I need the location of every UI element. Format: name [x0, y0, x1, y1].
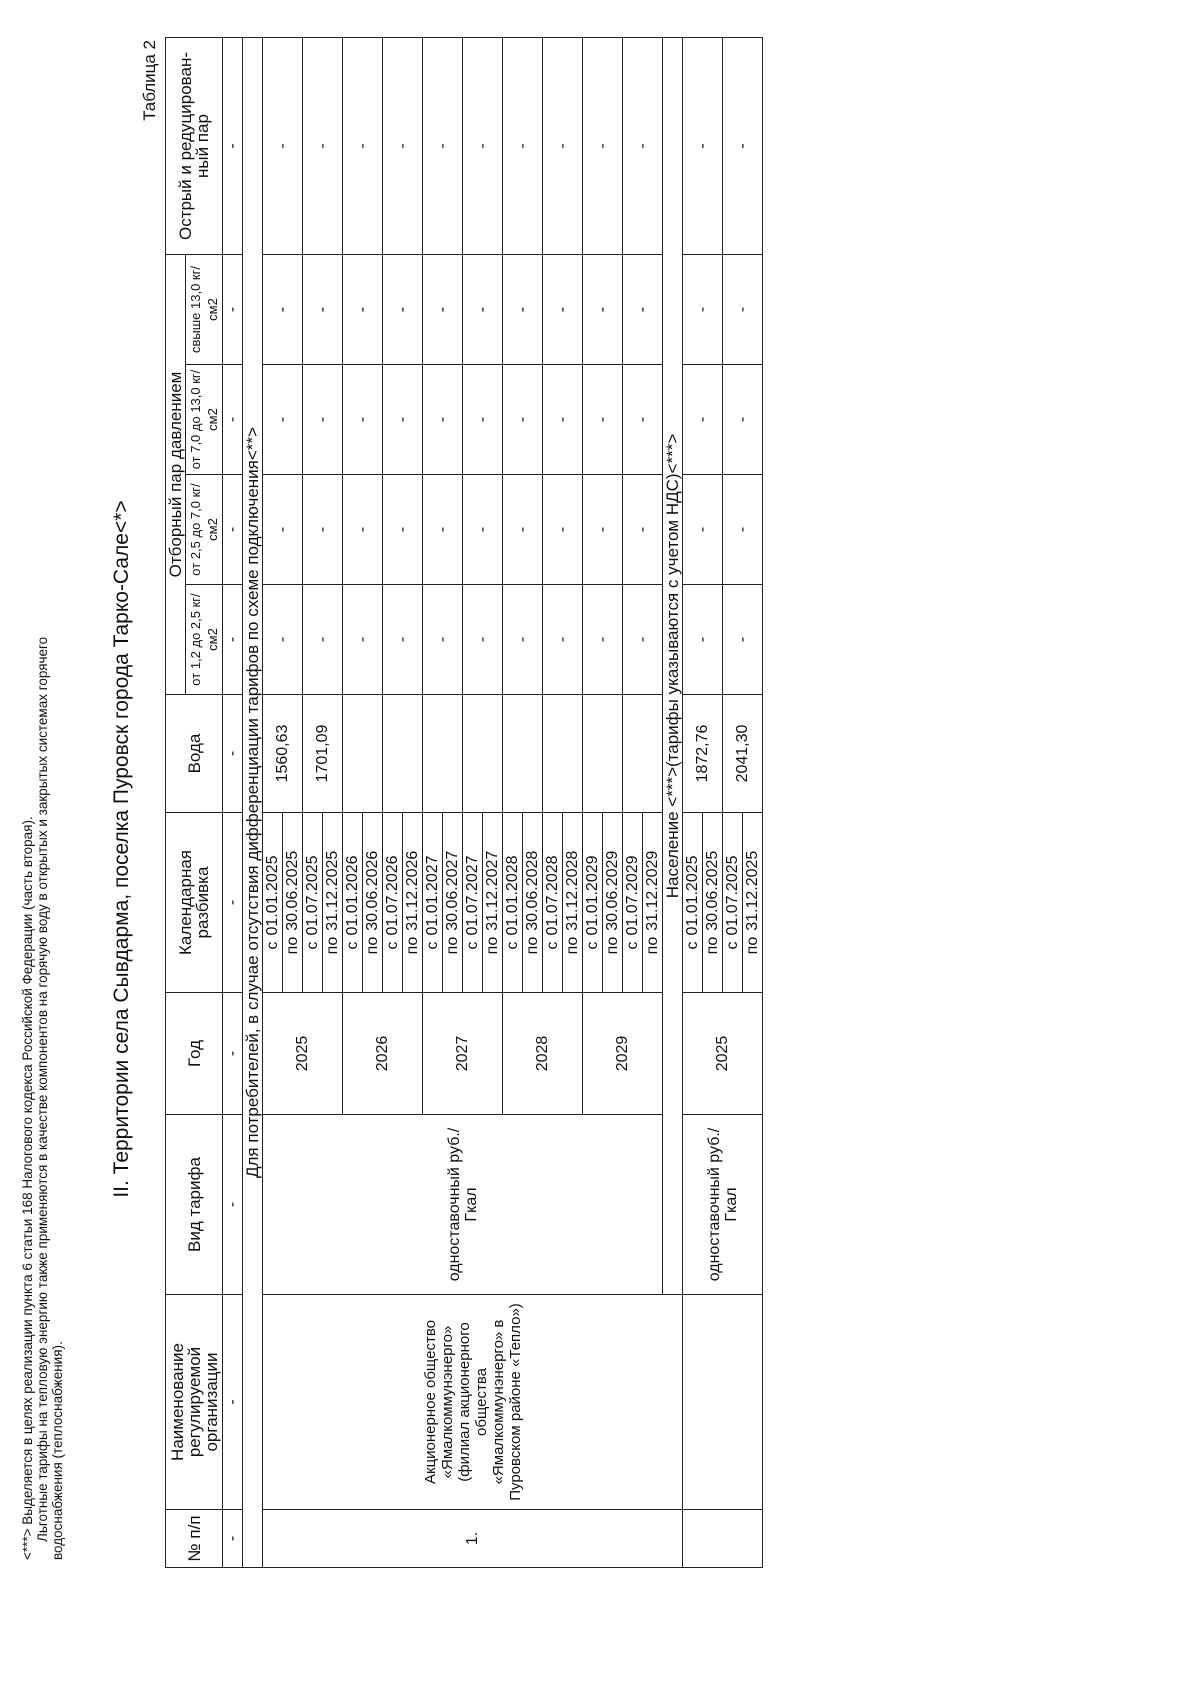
period-prefix: по [484, 936, 501, 955]
period-prefix: с [724, 941, 741, 950]
org-name-empty [683, 1295, 763, 1510]
dash-cell: - [343, 475, 383, 585]
dash-cell: - [223, 585, 243, 695]
period-date: 01.01.2025 [684, 855, 701, 936]
period-cell [603, 813, 623, 993]
water-value: 1560,63 [263, 695, 303, 813]
footnote-line-2: Льготные тарифы на тепловую энергию также применяются в качестве компонентов на горячую воду в открытых и закрытых системах горячего [35, 636, 50, 1542]
period-prefix: с [544, 941, 561, 950]
header-steam-2: от 2,5 до 7,0 кг/см2 [186, 475, 223, 585]
dash-cell: - [303, 475, 343, 585]
dash-cell: - [503, 255, 543, 365]
dash-cell: - [683, 38, 723, 255]
table-row [263, 38, 283, 1568]
period-prefix: с [264, 941, 281, 950]
dash-cell: - [503, 38, 543, 255]
header-water: Вода [166, 695, 223, 813]
dash-cell: - [343, 365, 383, 475]
dash-cell: - [543, 475, 583, 585]
year-cell: 2027 [423, 993, 503, 1115]
period-cell [723, 813, 743, 993]
period-date: 01.01.2028 [504, 855, 521, 936]
dash-cell: - [683, 255, 723, 365]
period-date: 01.01.2026 [344, 855, 361, 936]
period-date: 31.12.2026 [404, 850, 421, 931]
period-cell [423, 813, 443, 993]
period-prefix: по [604, 936, 621, 955]
header-steam-1: от 1,2 до 2,5 кг/см2 [186, 585, 223, 695]
water-value: 2041,30 [723, 695, 763, 813]
period-prefix: с [424, 941, 441, 950]
dash-cell: - [463, 585, 503, 695]
period-cell [503, 813, 523, 993]
period-date: 31.12.2027 [484, 850, 501, 931]
period-cell [283, 813, 303, 993]
dash-cell: - [683, 365, 723, 475]
period-date: 01.07.2025 [304, 855, 321, 936]
period-prefix: с [584, 941, 601, 950]
dash-cell: - [423, 38, 463, 255]
dash-cell: - [303, 365, 343, 475]
dash-cell: - [223, 475, 243, 585]
dash-cell: - [623, 255, 663, 365]
header-year: Год [166, 993, 223, 1115]
dash-cell: - [223, 1510, 243, 1568]
period-prefix: по [524, 936, 541, 955]
dash-cell: - [583, 365, 623, 475]
water-value [583, 695, 623, 813]
water-value: 1872,76 [683, 695, 723, 813]
dash-cell: - [583, 585, 623, 695]
year-cell: 2028 [503, 993, 583, 1115]
dash-cell: - [423, 475, 463, 585]
dash-cell: - [223, 695, 243, 813]
period-prefix: с [684, 941, 701, 950]
dash-cell: - [463, 255, 503, 365]
period-cell [683, 813, 703, 993]
period-date: 01.01.2027 [424, 855, 441, 936]
dash-cell: - [723, 255, 763, 365]
dash-cell: - [383, 365, 423, 475]
band-population: Население <***>(тарифы указываются с учетом НДС)<***> [663, 38, 683, 1295]
period-date: 30.06.2027 [444, 850, 461, 931]
dash-cell: - [623, 585, 663, 695]
period-cell [643, 813, 663, 993]
dash-cell: - [343, 585, 383, 695]
dash-cell: - [223, 813, 243, 993]
footnote [20, 40, 65, 1560]
year-cell: 2026 [343, 993, 423, 1115]
year-cell: 2029 [583, 993, 663, 1115]
period-prefix: по [324, 936, 341, 955]
period-date: 30.06.2026 [364, 850, 381, 931]
dash-cell: - [463, 38, 503, 255]
dash-cell: - [263, 365, 303, 475]
period-date: 01.01.2025 [264, 855, 281, 936]
header-row [166, 38, 186, 1568]
dash-cell: - [623, 365, 663, 475]
footnote-line-1: <***> Выделяется в целях реализации пункта 6 статьи 168 Налогового кодекса Российской Федерации (часть вторая). [20, 816, 35, 1560]
header-steam: Отборный пар давлением [166, 255, 186, 695]
header-steam-3: от 7,0 до 13,0 кг/см2 [186, 365, 223, 475]
page-title: II. Территории села Сывдарма, поселка Пуровск города Тарко-Сале<*> [110, 500, 133, 1198]
tariff-type: одноставочный руб./Гкал [683, 1115, 763, 1295]
dash-cell: - [583, 475, 623, 585]
dash-cell: - [263, 38, 303, 255]
dash-cell: - [223, 1115, 243, 1295]
dash-cell: - [623, 475, 663, 585]
period-date: 01.01.2029 [584, 855, 601, 936]
period-prefix: по [444, 936, 461, 955]
dash-cell: - [383, 255, 423, 365]
dash-cell: - [683, 585, 723, 695]
dash-cell: - [383, 38, 423, 255]
dash-cell: - [723, 475, 763, 585]
dash-cell: - [543, 255, 583, 365]
period-prefix: по [704, 936, 721, 955]
dash-cell: - [223, 365, 243, 475]
period-date: 01.07.2028 [544, 855, 561, 936]
period-date: 01.07.2027 [464, 855, 481, 936]
dash-cell: - [463, 365, 503, 475]
dash-cell: - [303, 38, 343, 255]
header-sharp-steam: Острый и редуцирован-ный пар [166, 38, 223, 255]
dash-cell: - [623, 38, 663, 255]
period-date: 31.12.2028 [564, 850, 581, 931]
period-cell [583, 813, 603, 993]
period-date: 31.12.2025 [324, 850, 341, 931]
row-number-empty [683, 1510, 763, 1568]
water-value [383, 695, 423, 813]
year-cell: 2025 [683, 993, 763, 1115]
header-steam-4: свыше 13,0 кг/см2 [186, 255, 223, 365]
period-cell [363, 813, 383, 993]
dash-cell: - [503, 365, 543, 475]
dash-cell: - [723, 38, 763, 255]
org-name: Акционерное общество «Ямалкоммунэнерго» (филиал акционерного общества «Ямалкоммунэнерго» в Пуровском районе «Тепло») [263, 1295, 683, 1510]
period-cell [263, 813, 283, 993]
dash-row [223, 38, 243, 1568]
dash-cell: - [543, 365, 583, 475]
period-date: 30.06.2025 [704, 850, 721, 931]
period-cell [483, 813, 503, 993]
row-number: 1. [263, 1510, 683, 1568]
band-consumers: Для потребителей, в случае отсутствия дифференциации тарифов по схеме подключения<**> [243, 38, 263, 1568]
period-prefix: с [384, 941, 401, 950]
dash-cell: - [463, 475, 503, 585]
tariff-type: одноставочный руб./Гкал [263, 1115, 663, 1295]
period-cell [303, 813, 323, 993]
period-date: 31.12.2025 [744, 850, 761, 931]
band-row-1 [243, 38, 263, 1568]
dash-cell: - [223, 1295, 243, 1510]
dash-cell: - [423, 255, 463, 365]
period-cell [743, 813, 763, 993]
dash-cell: - [303, 585, 343, 695]
dash-cell: - [723, 585, 763, 695]
dash-cell: - [263, 255, 303, 365]
dash-cell: - [583, 255, 623, 365]
dash-cell: - [263, 475, 303, 585]
dash-cell: - [343, 38, 383, 255]
period-prefix: по [564, 936, 581, 955]
period-cell [343, 813, 363, 993]
period-date: 31.12.2029 [644, 850, 661, 931]
period-prefix: по [404, 936, 421, 955]
dash-cell: - [223, 255, 243, 365]
table-row [683, 38, 703, 1568]
header-period: Календарная разбивка [166, 813, 223, 993]
period-cell [563, 813, 583, 993]
dash-cell: - [543, 585, 583, 695]
period-prefix: с [464, 941, 481, 950]
dash-cell: - [423, 365, 463, 475]
period-date: 01.07.2025 [724, 855, 741, 936]
water-value [423, 695, 463, 813]
period-prefix: по [644, 936, 661, 955]
water-value: 1701,09 [303, 695, 343, 813]
dash-cell: - [423, 585, 463, 695]
period-date: 30.06.2025 [284, 850, 301, 931]
header-num: № п/п [166, 1510, 223, 1568]
period-prefix: с [624, 941, 641, 950]
dash-cell: - [223, 38, 243, 255]
year-cell: 2025 [263, 993, 343, 1115]
dash-cell: - [723, 365, 763, 475]
water-value [543, 695, 583, 813]
dash-cell: - [383, 585, 423, 695]
period-cell [383, 813, 403, 993]
table-number: Таблица 2 [140, 40, 159, 121]
period-cell [543, 813, 563, 993]
period-cell [703, 813, 723, 993]
water-value [503, 695, 543, 813]
water-value [343, 695, 383, 813]
header-type: Вид тарифа [166, 1115, 223, 1295]
period-prefix: с [504, 941, 521, 950]
water-value [623, 695, 663, 813]
dash-cell: - [263, 585, 303, 695]
period-cell [403, 813, 423, 993]
dash-cell: - [223, 993, 243, 1115]
period-prefix: с [344, 941, 361, 950]
dash-cell: - [683, 475, 723, 585]
period-cell [523, 813, 543, 993]
period-date: 01.07.2029 [624, 855, 641, 936]
dash-cell: - [303, 255, 343, 365]
period-prefix: с [304, 941, 321, 950]
period-prefix: по [364, 936, 381, 955]
period-cell [443, 813, 463, 993]
period-cell [463, 813, 483, 993]
period-cell [623, 813, 643, 993]
dash-cell: - [503, 475, 543, 585]
dash-cell: - [583, 38, 623, 255]
period-date: 30.06.2028 [524, 850, 541, 931]
period-prefix: по [284, 936, 301, 955]
water-value [463, 695, 503, 813]
period-date: 01.07.2026 [384, 855, 401, 936]
table-body [223, 38, 763, 1568]
period-date: 30.06.2029 [604, 850, 621, 931]
period-cell [323, 813, 343, 993]
dash-cell: - [343, 255, 383, 365]
header-org: Наименование регулируемой организации [166, 1295, 223, 1510]
footnote-line-3: водоснабжения (теплоснабжения). [50, 1341, 65, 1560]
period-prefix: по [744, 936, 761, 955]
dash-cell: - [503, 585, 543, 695]
tariff-table [165, 37, 763, 1568]
dash-cell: - [543, 38, 583, 255]
dash-cell: - [383, 475, 423, 585]
